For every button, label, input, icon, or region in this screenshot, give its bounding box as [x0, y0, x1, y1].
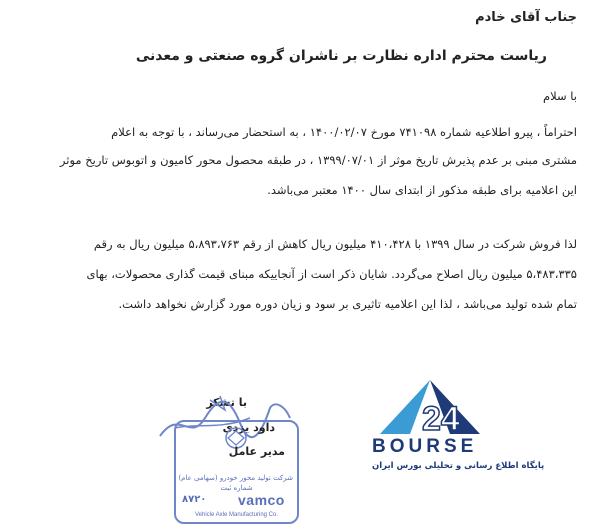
signer-role: مدیر عامل	[228, 445, 285, 458]
logo-tagline: پایگاه اطلاع رسانی و تحلیلی بورس ایران	[372, 461, 545, 471]
stamp-brand: vamco	[238, 492, 285, 508]
greeting: با سلام	[543, 89, 577, 103]
stamp-registration-label: شماره ثبت	[220, 484, 253, 492]
stamp-english-name: Vehicle Axle Manufacturing Co.	[194, 512, 279, 518]
paragraph2-line2: ۵،۴۸۳،۳۳۵ میلیون ریال اصلاح می‌گردد. شایان ذکر است از آنجاییکه مبنای قیمت گذاری محصولات، بهای	[86, 267, 577, 281]
paragraph2-line3: تمام شده تولید می‌باشد ، لذا این اعلامیه تاثیری بر سود و زیان دوره مورد گزارش نخواهد داشت.	[118, 297, 577, 311]
closing: با تشکر	[206, 396, 247, 409]
paragraph1-line1: احتراماً ، پیرو اطلاعیه شماره ۷۴۱۰۹۸ مورخ ۱۴۰۰/۰۲/۰۷ ، به استحضار می‌رساند ، با توجه به اعلام	[111, 125, 577, 139]
company-stamp	[174, 420, 299, 524]
paragraph1-line2: مشتری مبنی بر عدم پذیرش تاریخ موثر از ۱۳۹۹/۰۷/۰۱ ، در طبقه محصول محور کامیون و اتوبوس تاریخ موثر	[59, 153, 577, 167]
letter-subject: ریاست محترم اداره نظارت بر ناشران گروه صنعتی و معدنی	[135, 48, 547, 64]
addressee: جناب آقای خادم	[475, 10, 577, 25]
logo-word: BOURSE	[372, 436, 478, 457]
stamp-company-name: شرکت تولید محور خودرو (سهامی عام)	[178, 474, 293, 482]
paragraph2-line1: لذا فروش شرکت در سال ۱۳۹۹ با ۴۱۰،۴۲۸ میلیون ریال کاهش از رقم ۵،۸۹۳،۷۶۳ میلیون ریال به رقم	[93, 237, 577, 251]
stamp-registration-number: ۸۷۲۰	[182, 494, 207, 505]
signer-name: داود یزدی	[222, 421, 275, 434]
paragraph1-line3: این اعلامیه برای طبقه مذکور از ابتدای سال ۱۴۰۰ معتبر می‌باشد.	[267, 183, 577, 197]
logo-number: 24	[422, 400, 460, 438]
